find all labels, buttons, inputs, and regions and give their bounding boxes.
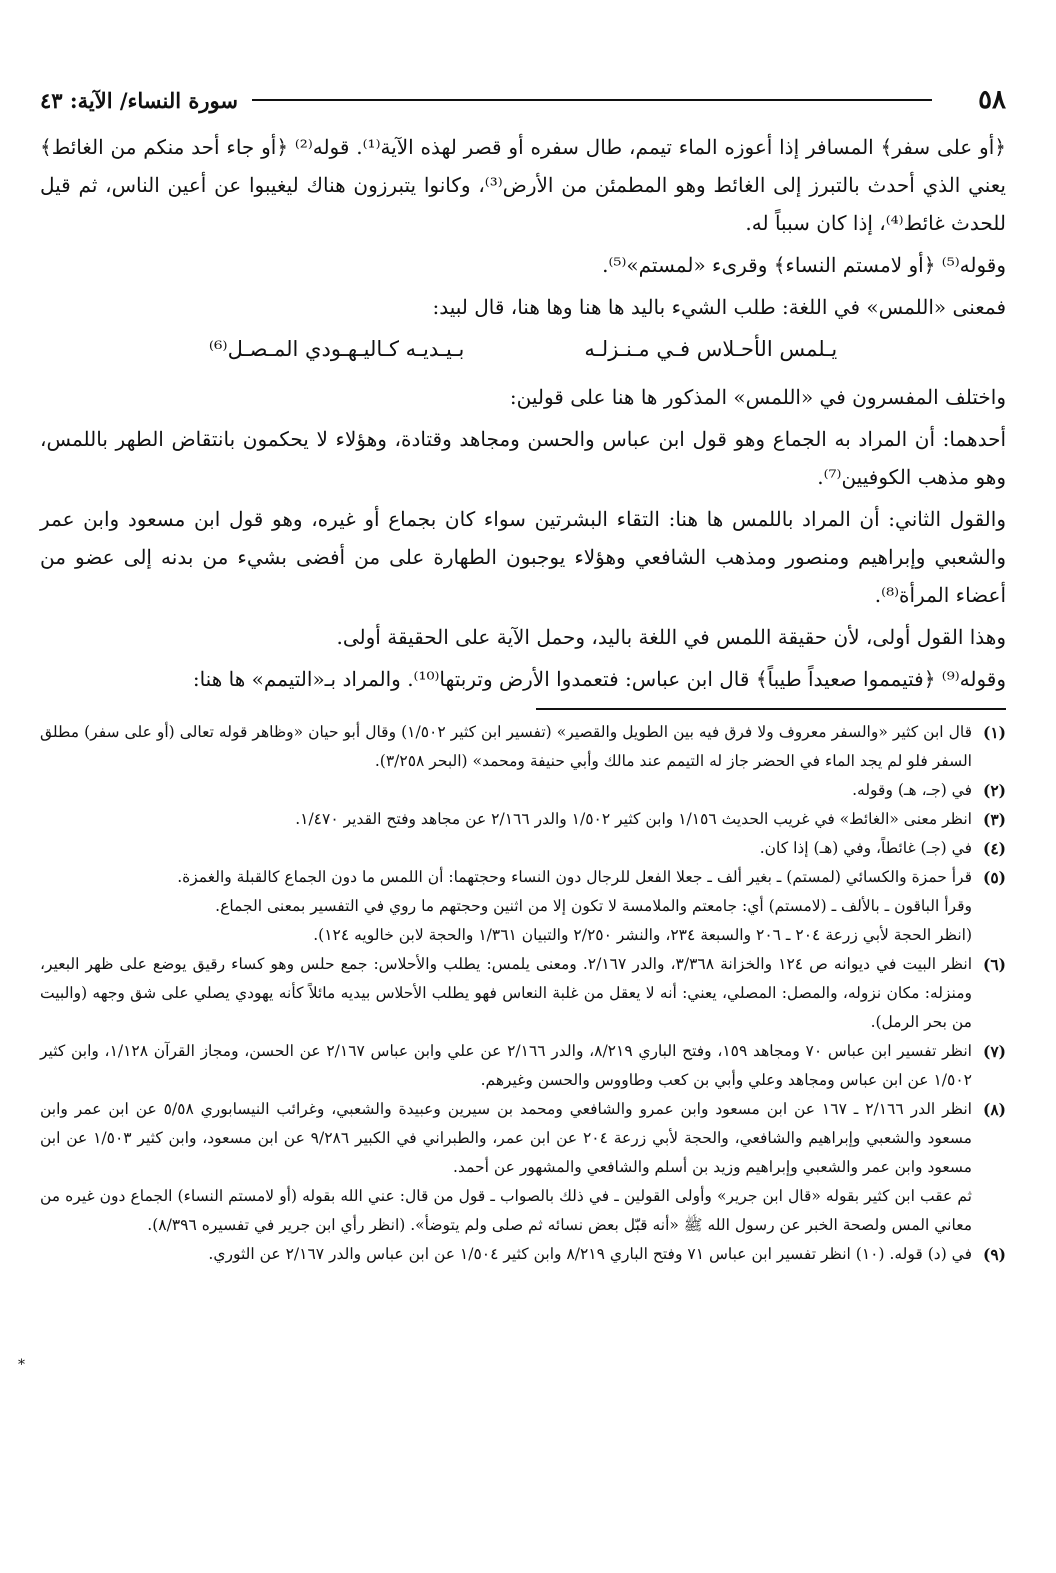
- header-rule: [252, 99, 932, 101]
- main-text: [40, 128, 1006, 698]
- paragraph-3: فمعنى «اللمس» في اللغة: طلب الشيء باليد ها هنا وها هنا، قال لبيد:: [432, 295, 1006, 319]
- paragraph-5: أحدهما: أن المراد به الجماع وهو قول ابن عباس والحسن ومجاهد وقتادة، وهؤلاء لا يحكمون بانتقاض الطهر باللمس، وهو مذهب الكوفيين⁽⁷⁾.: [40, 427, 1006, 489]
- footnote-number: (٩): [982, 1245, 1006, 1264]
- verse-first-hemistich: يـلمس الأحـلاس فـي مـنـزلـه: [584, 337, 838, 361]
- page-number: ٥٨: [978, 85, 1006, 115]
- footnote-text: انظر تفسير ابن عباس ٧٠ ومجاهد ١٥٩، وفتح الباري ٨/٢١٩، والدر ٢/١٦٦ عن علي وابن عباس ٢/١٦٧ عن الحسن، ومجاز القرآن ١/١٢٨، وابن كثير ١/٥٠٢ عن ابن عباس ومجاهد وعلي وأبي بن كعب وطاووس والحسن وغيرهم.: [40, 1042, 972, 1089]
- footnote: [40, 950, 1006, 1037]
- poetry-verse: [40, 330, 1006, 368]
- footnote-text: انظر الدر ٢/١٦٦ ـ ١٦٧ عن ابن مسعود وابن عمرو والشافعي ومحمد بن سيرين وعبيدة والشعبي، وغرائب النيسابوري ٥/٥٨ عن ابن عمر وابن مسعود والشعبي وإبراهيم والشافعي، والحجة لأبي زرعة ٢٠٤ عن ابن عمر، والطبراني في الكبير ٩/٢٨٦ عن ابن مسعود، وابن كثير ١/٥٠٣ عن ابن مسعود وابن عمر والشعبي وإبراهيم وزيد بن أسلم والشافعي والمشهور عن أحمد.: [40, 1100, 972, 1176]
- page-header: [40, 80, 1006, 120]
- footnote-continuation: [40, 921, 1006, 950]
- paragraph-7: وهذا القول أولى، لأن حقيقة اللمس في اللغة باليد، وحمل الآية على الحقيقة أولى.: [336, 625, 1006, 649]
- footnote-continuation: [40, 892, 1006, 921]
- footnote: [40, 863, 1006, 892]
- footnotes: [40, 718, 1006, 1269]
- footnote-number: (٧): [982, 1042, 1006, 1061]
- paragraph-4: واختلف المفسرون في «اللمس» المذكور ها هنا على قولين:: [509, 385, 1006, 409]
- margin-asterisk: *: [18, 1357, 25, 1373]
- footnote-number: (٢): [982, 781, 1006, 800]
- footnote: [40, 834, 1006, 863]
- footnote-text: وقرأ الباقون ـ بالألف ـ (لامستم) أي: جامعتم والملامسة لا تكون إلا من اثنين وحجتهم ما روي في التفسير بمعنى الجماع.: [215, 897, 972, 915]
- footnote-text: في (جـ، هـ) وقوله.: [852, 781, 972, 799]
- footnote-number: (٤): [982, 839, 1006, 858]
- surah-label: سورة النساء/ الآية: ٤٣: [40, 87, 238, 113]
- paragraph-6: والقول الثاني: أن المراد باللمس ها هنا: التقاء البشرتين سواء كان بجماع أو غيره، وهو قول ابن مسعود وابن عمر والشعبي وإبراهيم ومنصور ومذهب الشافعي وهؤلاء يوجبون الطهارة على من أفضى بشيء من بدنه إلى عضو من أعضاء المرأة⁽⁸⁾.: [40, 507, 1006, 607]
- footnote: [40, 1095, 1006, 1182]
- footnote-number: (٥): [982, 868, 1006, 887]
- footnote-text: في (جـ) غائطاً، وفي (هـ) إذا كان.: [759, 839, 972, 857]
- footnote-number: (٨): [982, 1100, 1006, 1119]
- footnote-continuation: [40, 1182, 1006, 1240]
- footnote: [40, 1037, 1006, 1095]
- footnote: [40, 776, 1006, 805]
- footnote-number: (٣): [982, 810, 1006, 829]
- footnote: [40, 805, 1006, 834]
- footnote-text: قال ابن كثير «والسفر معروف ولا فرق فيه بين الطويل والقصير» (تفسير ابن كثير ١/٥٠٢) وقال أبو حيان «وظاهر قوله تعالى (أو على سفر) مطلق السفر فلو لم يجد الماء في الحضر جاز له التيمم عند مالك وأبي حنيفة ومحمد» (البحر ٣/٢٥٨).: [40, 723, 972, 770]
- footnote-separator: [536, 708, 1006, 710]
- footnote-text: ثم عقب ابن كثير بقوله «قال ابن جرير» وأولى القولين ـ في ذلك بالصواب ـ قول من قال: عني الله بقوله (أو لامستم النساء) الجماع دون غيره من معاني المس ولصحة الخبر عن رسول الله ﷺ «أنه قبّل بعض نسائه ثم صلى ولم يتوضأ». (انظر رأي ابن جرير في تفسيره ٨/٣٩٦).: [40, 1187, 972, 1234]
- footnote-number: (١): [982, 723, 1006, 742]
- verse-second-hemistich: بـيـديـه كـاليـهـودي المـصـل⁽⁶⁾: [208, 337, 465, 361]
- footnote: [40, 1240, 1006, 1269]
- paragraph-8: وقوله⁽⁹⁾ ﴿فتيمموا صعيداً طيباً﴾ قال ابن عباس: فتعمدوا الأرض وتربتها⁽¹⁰⁾. والمراد بـ«التيمم» ها هنا:: [192, 667, 1006, 691]
- footnote-text: (انظر الحجة لأبي زرعة ٢٠٤ ـ ٢٠٦ والسبعة ٢٣٤، والنشر ٢/٢٥٠ والتبيان ١/٣٦١ والحجة لابن خالويه ١٢٤).: [313, 926, 972, 944]
- footnote-text: انظر البيت في ديوانه ص ١٢٤ والخزانة ٣/٣٦٨، والدر ٢/١٦٧. ومعنى يلمس: يطلب والأحلاس: جمع حلس وهو كساء رقيق يوضع على ظهر البعير، ومنزله: مكان نزوله، والمصل: المصلي، يعني: أنه لا يعقل من غلبة النعاس فهو يطلب الأحلاس بيديه مائلاً كأنه يهودي يصلي على شق وجهه (والبيت من بحر الرمل).: [40, 955, 973, 1031]
- book-page: [40, 80, 1006, 1269]
- paragraph-2: وقوله⁽⁵⁾ ﴿أو لامستم النساء﴾ وقرىء «لمستم»⁽⁵⁾.: [602, 253, 1006, 277]
- footnote-text: قرأ حمزة والكسائي (لمستم) ـ بغير ألف ـ جعلا الفعل للرجال دون النساء وحجتهما: أن اللمس ما دون الجماع كالقبلة والغمزة.: [177, 868, 972, 886]
- footnote: [40, 718, 1006, 776]
- footnote-text: انظر معنى «الغائط» في غريب الحديث ١/١٥٦ وابن كثير ١/٥٠٢ والدر ٢/١٦٦ عن مجاهد وفتح القدير ١/٤٧٠.: [295, 810, 972, 828]
- footnote-number: (٦): [982, 955, 1006, 974]
- footnote-text: في (د) قوله. (١٠) انظر تفسير ابن عباس ٧١ وفتح الباري ٨/٢١٩ وابن كثير ١/٥٠٤ عن ابن عباس والدر ٢/١٦٧ عن الثوري.: [208, 1245, 972, 1263]
- paragraph-1: ﴿أو على سفر﴾ المسافر إذا أعوزه الماء تيمم، طال سفره أو قصر لهذه الآية⁽¹⁾. قوله⁽²⁾ ﴿أو جاء أحد منكم من الغائط﴾ يعني الذي أحدث بالتبرز إلى الغائط وهو المطمئن من الأرض⁽³⁾، وكانوا يتبرزون هناك ليغيبوا عن أعين الناس، ثم قيل للحدث غائط⁽⁴⁾، إذا كان سبباً له.: [40, 135, 1006, 235]
